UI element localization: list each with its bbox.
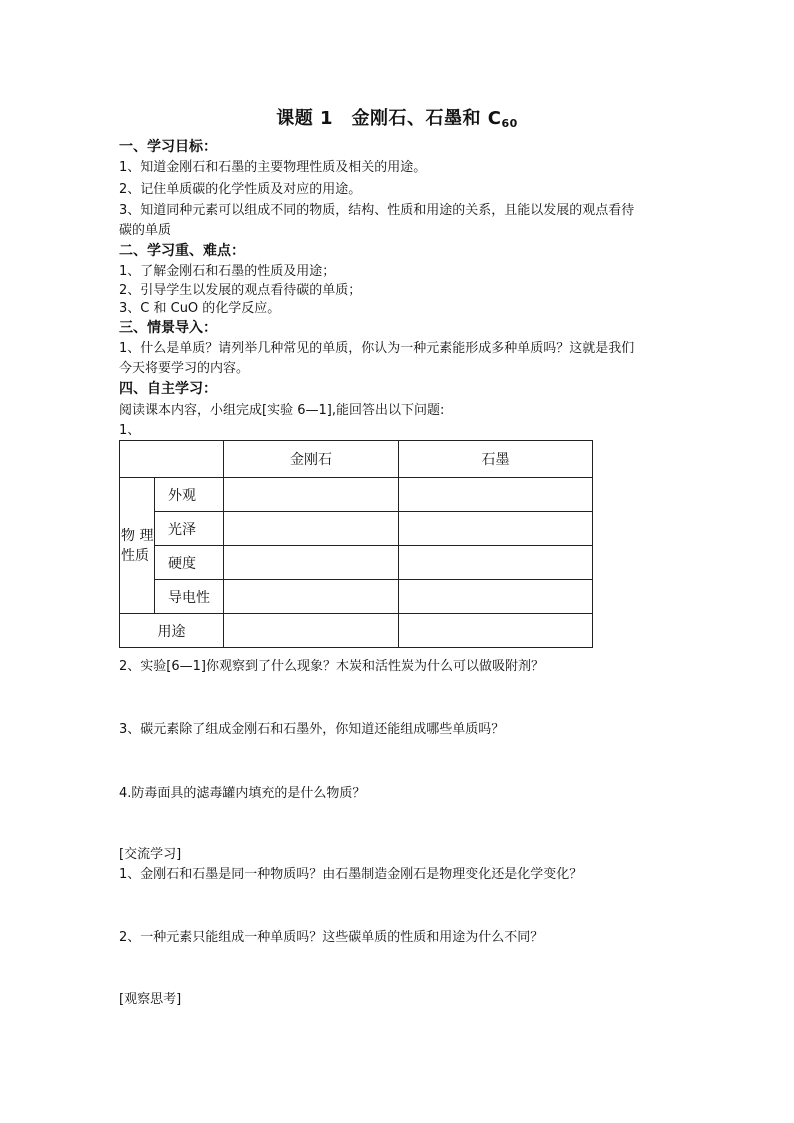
comparison-table	[119, 440, 593, 648]
table-corner-cell	[120, 441, 224, 478]
col-header-graphite: 石墨	[399, 441, 593, 478]
cell-diamond-hardness[interactable]	[224, 546, 399, 580]
title-subscript: 60	[501, 117, 518, 130]
table-row	[120, 614, 593, 648]
group-label-line-1: 物 理	[121, 527, 154, 544]
objective-item-2: 2、记住单质碳的化学性质及对应的用途。	[119, 182, 362, 197]
cell-graphite-hardness[interactable]	[399, 546, 593, 580]
question-4: 4.防毒面具的滤毒罐内填充的是什么物质？	[119, 786, 366, 801]
page-title	[0, 104, 794, 130]
row-label-uses: 用途	[120, 614, 224, 648]
selfstudy-intro: 阅读课本内容，小组完成[实验 6—1],能回答出以下问题:	[119, 403, 445, 418]
section-heading-keypoints: 二、学习重、难点：	[119, 243, 245, 259]
col-header-diamond: 金刚石	[224, 441, 399, 478]
question-3: 3、碳元素除了组成金刚石和石墨外，你知道还能组成哪些单质吗？	[119, 722, 505, 737]
keypoint-item-3: 3、C 和 CuO 的化学反应。	[119, 301, 281, 316]
row-label-conductivity: 导电性	[155, 580, 224, 614]
cell-diamond-appearance[interactable]	[224, 478, 399, 512]
group-label-line-2: 性质	[121, 547, 149, 564]
row-label-appearance: 外观	[155, 478, 224, 512]
cell-graphite-luster[interactable]	[399, 512, 593, 546]
table-row	[120, 478, 593, 512]
objective-item-3-cont: 碳的单质	[119, 223, 172, 238]
table-row	[120, 546, 593, 580]
cell-diamond-uses[interactable]	[224, 614, 399, 648]
cell-diamond-luster[interactable]	[224, 512, 399, 546]
table-row	[120, 512, 593, 546]
objective-item-1: 1、知道金刚石和石墨的主要物理性质及相关的用途。	[119, 160, 427, 175]
intro-item-1: 1、什么是单质？请列举几种常见的单质，你认为一种元素能形成多种单质吗？这就是我们	[119, 341, 635, 356]
intro-item-1-cont: 今天将要学习的内容。	[119, 361, 250, 376]
question-2: 2、实验[6—1]你观察到了什么现象？木炭和活性炭为什么可以做吸附剂？	[119, 659, 544, 674]
section-heading-selfstudy: 四、自主学习：	[119, 381, 217, 397]
section-heading-intro: 三、情景导入：	[119, 320, 217, 336]
exchange-question-2: 2、一种元素只能组成一种单质吗？这些碳单质的性质和用途为什么不同？	[119, 930, 544, 945]
row-label-luster: 光泽	[155, 512, 224, 546]
exchange-question-1: 1、金刚石和石墨是同一种物质吗？由石墨制造金刚石是物理变化还是化学变化？	[119, 867, 583, 882]
keypoint-item-1: 1、了解金刚石和石墨的性质及用途；	[119, 264, 336, 279]
cell-graphite-conductivity[interactable]	[399, 580, 593, 614]
cell-graphite-appearance[interactable]	[399, 478, 593, 512]
objective-item-3: 3、知道同种元素可以组成不同的物质，结构、性质和用途的关系，且能以发展的观点看待	[119, 203, 635, 218]
cell-graphite-uses[interactable]	[399, 614, 593, 648]
question-1-label: 1、	[119, 423, 141, 438]
title-text: 课题 1 金刚石、石墨和 C	[276, 108, 502, 129]
keypoint-item-2: 2、引导学生以发展的观点看待碳的单质；	[119, 283, 362, 298]
table-row	[120, 580, 593, 614]
section-heading-objectives: 一、学习目标：	[119, 139, 217, 155]
table-header-row	[120, 441, 593, 478]
physical-properties-label	[120, 478, 155, 614]
cell-diamond-conductivity[interactable]	[224, 580, 399, 614]
observe-heading: [观察思考]	[119, 992, 182, 1007]
row-label-hardness: 硬度	[155, 546, 224, 580]
exchange-heading: [交流学习]	[119, 847, 182, 862]
